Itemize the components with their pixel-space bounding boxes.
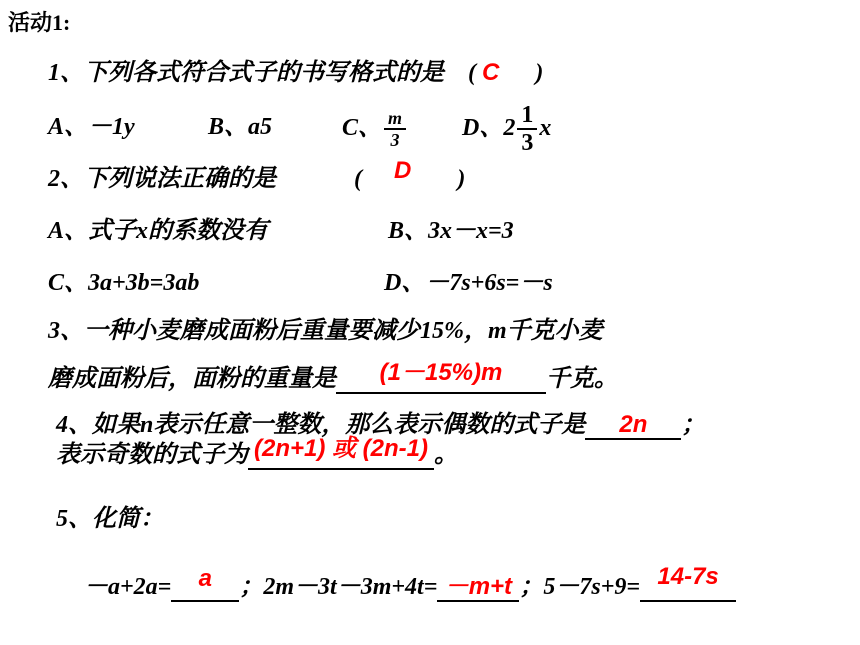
question-2-answer: D (394, 157, 412, 184)
question-5-expr-1: －a+2a= (84, 574, 172, 600)
question-1-option-c (342, 100, 408, 156)
question-2-stem-row (48, 157, 466, 194)
question-5-answer-3-blank (640, 563, 736, 602)
question-5-stem: 5、化简： (56, 506, 164, 532)
question-5-answer-2: －m+t (444, 573, 513, 600)
question-4-line-1-suffix: ； (681, 412, 706, 438)
question-2-option-b: B、3x－x=3 (388, 218, 514, 244)
question-3-line-2 (48, 359, 618, 394)
question-4-answer-2-blank (248, 435, 434, 470)
question-5-answer-2-blank (437, 574, 519, 602)
question-3-answer: (1－15%)m (379, 359, 503, 386)
question-4-line-2-suffix: 。 (434, 442, 458, 468)
question-5-answer-1-blank (171, 565, 239, 602)
question-4-answer-1: 2n (619, 411, 648, 438)
question-3-line-1: 3、一种小麦磨成面粉后重量要减少15%，m千克小麦 (48, 318, 603, 344)
question-1-option-c-prefix: C、 (342, 115, 383, 141)
option-d-numerator: 1 (517, 102, 537, 130)
question-4-answer-1-blank (585, 412, 681, 440)
question-2-option-d: D、－7s+6s=－s (384, 270, 553, 296)
question-1-answer: C (482, 59, 500, 86)
question-5-sep-1: ； (239, 574, 264, 600)
question-2-paren-close: ) (457, 166, 466, 192)
question-5-expressions (84, 563, 736, 602)
question-4-answer-2: (2n+1) 或 (2n-1) (253, 435, 429, 462)
option-d-denominator: 3 (521, 130, 534, 157)
question-3-line-2-prefix: 磨成面粉后，面粉的重量是 (48, 366, 336, 392)
question-4-line-1-prefix: 4、如果n表示任意一整数，那么表示偶数的式子是 (56, 412, 586, 438)
question-1-option-d-suffix: x (539, 115, 552, 141)
question-2-option-a: A、式子x的系数没有 (48, 218, 269, 244)
question-1-option-d-prefix: D、2 (462, 115, 516, 141)
question-1-option-b: B、a5 (208, 114, 273, 140)
question-2-paren-open: ( (354, 166, 362, 192)
option-c-fraction (384, 108, 406, 150)
question-3-line-2-suffix: 千克。 (546, 366, 618, 392)
question-1-stem: 1、下列各式符合式子的书写格式的是 (48, 60, 444, 86)
question-2-option-c: C、3a+3b=3ab (48, 270, 200, 296)
option-c-denominator: 3 (390, 130, 400, 151)
question-4-line-2 (56, 435, 458, 470)
option-d-fraction (517, 102, 537, 156)
question-1-option-d (462, 96, 551, 160)
question-5-expr-2: 2m－3t－3m+4t= (263, 574, 438, 600)
question-3-answer-blank (336, 359, 546, 394)
question-2-stem: 2、下列说法正确的是 (48, 166, 276, 192)
question-4-line-2-prefix: 表示奇数的式子为 (56, 442, 248, 468)
question-5-answer-1: a (198, 565, 213, 592)
option-c-numerator: m (384, 108, 406, 130)
question-5-expr-3: 5－7s+9= (543, 574, 641, 600)
activity-title: 活动1: (8, 10, 71, 35)
question-5-sep-2: ； (519, 574, 544, 600)
question-1-option-a: A、－1y (48, 114, 135, 140)
question-1-stem-row (48, 58, 543, 88)
question-1-paren-close: ) (535, 60, 544, 86)
question-1-paren-open: ( (468, 60, 476, 86)
question-5-answer-3: 14-7s (657, 563, 719, 590)
